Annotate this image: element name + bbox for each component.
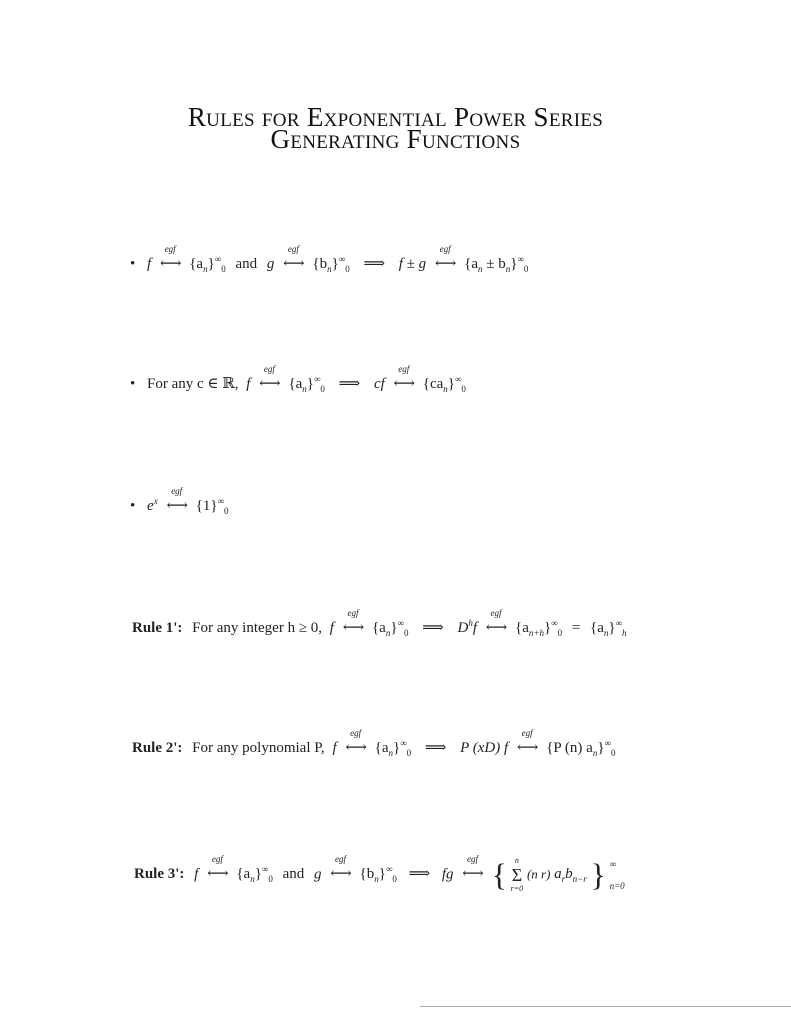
outer-limits: ∞ n=0 [609,859,625,891]
rule-label: Rule 1': [132,620,183,636]
math-g: g [314,866,322,883]
page-title-line-1: Rules for Exponential Power Series [187,102,604,132]
summation: n Σ r=0 [510,856,524,893]
bullet-sum-rule [130,244,529,274]
math-f-pm-g: f ± g [398,256,427,272]
rule-1-prime [132,608,627,638]
scalar-condition: For any c ∈ ℝ, [147,376,239,392]
implies-symbol: ⟹ [408,866,431,883]
conjunction-and: and [235,256,258,272]
math-f: f [246,376,251,392]
math-Dh-f: $D^hf$ [457,618,477,636]
conjunction-and: and [282,866,305,883]
seq-a: $\{a_n\}^\infty_0$ [189,254,226,274]
rule-condition: For any integer h ≥ 0, [192,620,323,636]
egf-arrow: egf ⟷ [166,486,187,514]
math-f: f [329,620,334,636]
rule-label: Rule 2': [132,740,183,756]
math-e-x: $e^x$ [147,496,158,514]
bullet-dot: • [130,498,136,514]
left-brace: { [491,856,507,893]
math-f: f [194,866,199,883]
seq-shifted: $\{a_{n+h}\}^\infty_0$ [515,618,563,638]
binomial-sum [511,856,587,894]
math-PxD-f: P (xD) f [460,740,509,756]
egf-arrow: egf ⟷ [330,854,351,883]
egf-arrow: egf ⟷ [434,244,456,272]
bullet-exp-rule [130,486,229,516]
implies-symbol: ⟹ [424,740,447,756]
page-title-line-2: Generating Functions [270,124,521,154]
right-brace: } [590,856,606,893]
seq-Pn-a: {P (n) $a_n\}^\infty_0$ [546,738,616,758]
egf-arrow: egf ⟷ [159,244,181,272]
seq-a: $\{a_n\}^\infty_0$ [371,618,409,638]
seq-ones: $\{1\}^\infty_0$ [195,496,229,516]
seq-b: $\{b_n\}^\infty_0$ [359,864,397,885]
egf-arrow: egf ⟷ [462,854,483,883]
implies-symbol: ⟹ [422,620,444,636]
seq-b: $\{b_n\}^\infty_0$ [312,254,350,274]
bullet-dot: • [130,376,136,392]
implies-symbol: ⟹ [338,376,361,392]
equals-symbol: = [571,620,581,636]
seq-ca: $\{ca_n\}^\infty_0$ [422,374,466,394]
binomial-coefficient: (n r) [526,866,551,882]
math-fg: fg [441,866,454,883]
egf-arrow: egf ⟷ [283,244,304,272]
seq-from-h: $\{a_n\}^\infty_h$ [590,618,627,638]
egf-arrow: egf ⟷ [259,364,280,392]
egf-arrow: egf ⟷ [207,854,228,883]
egf-arrow: egf ⟷ [393,364,415,392]
rule-label: Rule 3': [134,866,185,883]
scan-edge-line [420,1006,791,1007]
rule-2-prime [132,728,616,758]
math-f: f [147,256,152,272]
egf-arrow: egf ⟷ [516,728,538,756]
math-g: g [266,256,275,272]
seq-a: $\{a_n\}^\infty_0$ [236,864,273,885]
egf-arrow: egf ⟷ [485,608,507,636]
seq-a-pm-b: $\{a_n \pm b_n\}^\infty_0$ [464,254,529,274]
product-term: $a_rb_{n-r}$ [554,866,587,885]
egf-arrow: egf ⟷ [342,608,364,636]
math-f: f [332,740,337,756]
bullet-dot: • [130,256,136,272]
implies-symbol: ⟹ [363,256,385,272]
egf-arrow: egf ⟷ [345,728,366,756]
rule-3-prime [134,856,625,894]
math-cf: cf [373,376,385,392]
bullet-scalar-rule [130,364,466,394]
rule-condition: For any polynomial P, [192,740,325,756]
seq-a: $\{a_n\}^\infty_0$ [288,374,325,394]
seq-a: $\{a_n\}^\infty_0$ [374,738,412,758]
